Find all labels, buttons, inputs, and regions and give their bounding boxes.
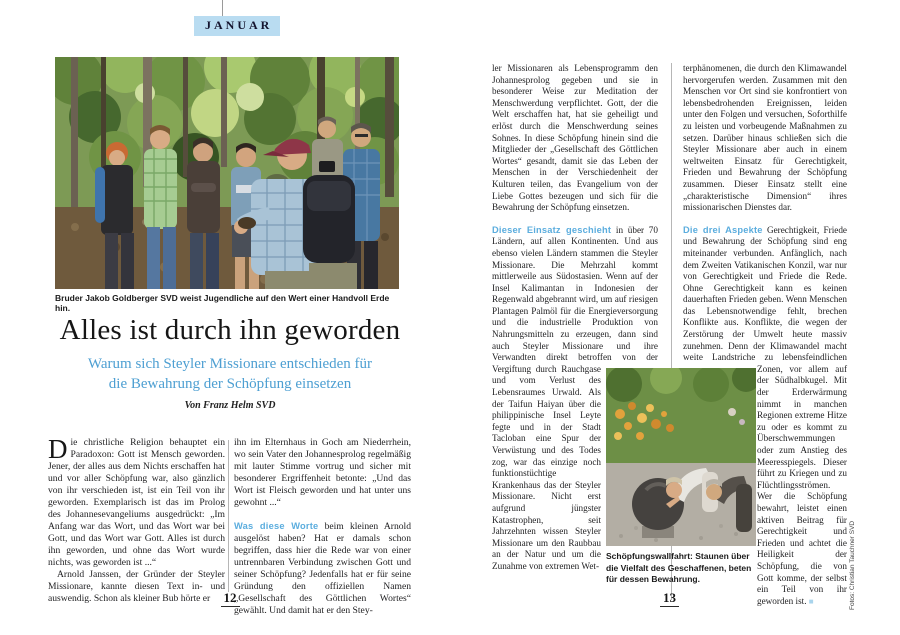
creation-pilgrimage-photo-art	[606, 368, 756, 546]
left-page-column-2: ihn im Elternhaus in Goch am Niederrhein, wo sein Vater den Johannesprolog regelmäßig mit lauter Stimme vortrug und sicher mit besonderer Ergriffenheit betonte: „Und das Wort ist Fleisch geworden und hat unter uns gewohnt ...“ Was diese Worte beim kleinen Arnold ausgelöst haben? Hat er damals schon begriffen, dass hier die Rede war von einer untrennbaren Verbindung zwischen Gott und seiner Schöpfung? Jedenfalls hat er für seine Gründung den offiziellen Namen „Gesellschaft des Göttlichen Wortes“ gewählt. Und damit hat er den Stey-	[234, 437, 411, 616]
forest-group-photo-art	[55, 57, 399, 289]
subtitle-line-2: die Bewahrung der Schöpfung einsetzen	[108, 376, 352, 392]
page-number-left: 12	[44, 590, 416, 606]
right-page-column-2: terphänomenen, die durch den Klimawandel hervorgerufen werden. Zusammen mit den Menschen vor Ort sind sie konfrontiert von lebensbedrohenden Ereignissen, leiden unter den Folgen und versuchen, Soforthilfe zu leisten und vorbeugende Maßnahmen zu setzen. Darüber hinaus schließen sich die Steyler Missionare aber auch in einem weltweiten Einsatz für Gerechtigkeit, Frieden und Bewahrung der Schöpfung zusammen. Dieser Einsatz stellt eine „charakteristische Dimension“ ihres missionarischen Dienstes dar. Die drei Aspekte Gerechtigkeit, Friede und Bewahrung der Schöpfung sind eng miteinander verbunden. Anfänglich, nach dem Zweiten Vatikanischen Konzil, war nur von Gerechtigkeit und Friede die Rede. Ohne Gerechtigkeit kann es keinen dauerhaften Frieden geben. Wenn Menschen das Lebensnotwendige fehlt, brechen Konflikte aus. Konflikte, die wegen der Zerstörung der Umwelt heute massiv zunehmen. Denn der Klimawandel macht weite Landstriche zu lebensfeindlichen Zonen, vor allem auf der Südhalbkugel. Mit der Erderwärmung nimmt in manchen Regionen extreme Hitze zu oder es kommt zu Überschwemmungen oder zum Anstieg des Meeresspiegels. Dieser führt zu Kriegen und zu Flüchtlingsströmen. Wer die Schöpfung bewahrt, leistet einen aktiven Beitrag für Gerechtigkeit und Frieden und achtet die Heiligkeit der Schöpfung, die von Gott komme, der selbst ein Teil von ihr geworden ist. ■	[683, 63, 847, 606]
forest-group-photo	[55, 57, 399, 289]
main-photo-caption: Bruder Jakob Goldberger SVD weist Jugendliche auf den Wert einer Handvoll Erde hin.	[55, 293, 390, 313]
left-page-column-1: Die christliche Religion behauptet ein Paradoxon: Gott ist Mensch geworden. Jener, der alles aus dem Nichts erschaffen hat und vor aller Schöpfung war, also gänzlich von ihr verschieden ist, ist ein Teil von ihr geworden. Exemplarisch ist das im Prolog des Johannesevangeliums ausgedrückt: „Im Anfang war das Wort, und das Wort war bei Gott, und das Wort war Gott. Alles ist durch ihn geworden, und ohne das Wort wurde nichts, was geworden ist ...“ Arnold Janssen, der Gründer der Steyler Missionare, kannte diesen Text in- und auswendig. Schon als kleiner Bub hörte er	[48, 434, 225, 604]
photo-credit: Fotos: Christian Tauchner SVD	[849, 520, 856, 610]
month-label: JANUAR	[194, 16, 280, 36]
inset-photo-caption: Schöpfungswallfahrt: Staunen über die Vielfalt des Geschaffenen, beten für dessen Bewahrung.	[606, 551, 752, 584]
page-number-right: 13	[492, 590, 847, 606]
right-page-column-1: ler Missionaren als Lebensprogramm den Johannesprolog gegeben und sie in besonderer Weise zur Meditation der Menschwerdung verpflichtet. Gott, der die Welt erschaffen hat, hat sie geheiligt und erlöst durch die Menschwerdung seines Sohnes. In diese Schöpfung hinein sind die Mitglieder der „Gesellschaft des Göttlichen Wortes“ gesandt, damit sie das Leben der Menschen in der Verschiedenheit der Kulturen teilen, das Evangelium von der Liebe Gottes bezeugen und sich für die Bewahrung der Schöpfung einsetzen. Dieser Einsatz geschieht in über 70 Ländern, auf allen Kontinenten. Und aus ebenso vielen Ländern stammen die Steyler Missionare. Die Mehrzahl kommt mittlerweile aus Südostasien. Wenn auf der Insel Kalimantan in Indonesien der Regenwald abgebrannt wird, um auf riesigen Plantagen Palmöl für die Energieversorgung und die industrielle Produktion von Nahrungsmitteln zu erzeugen, dann sind auch Steyler Missionare und ihre Verwandten direkt betroffen von der Vergiftung durch Rauchgase und vom Verlust des Lebensraumes Urwald. Als der Taifun Haiyan über die philippinische Insel Leyte fegte und in der Stadt Tacloban eine Spur der Verwüstung und des Todes zog, war das einzige noch funktionstüchtige Krankenhaus das der Steyler Missionare. Nicht erst aufgrund jüngster Katastrophen, seit Jahrzehnten wissen Steyler Missionare um den Raubbau an der Natur und um die Zunahme von extremen Wet-	[492, 63, 658, 603]
left-column-divider	[228, 440, 229, 592]
drop-cap: D	[48, 434, 68, 464]
header-tick-line	[222, 0, 223, 16]
article-subtitle	[44, 354, 416, 394]
subtitle-line-1: Warum sich Steyler Missionare entschieden für	[87, 356, 373, 372]
byline: Von Franz Helm SVD	[184, 400, 276, 411]
article-title: Alles ist durch ihn geworden	[59, 314, 401, 346]
creation-pilgrimage-photo	[606, 368, 756, 546]
